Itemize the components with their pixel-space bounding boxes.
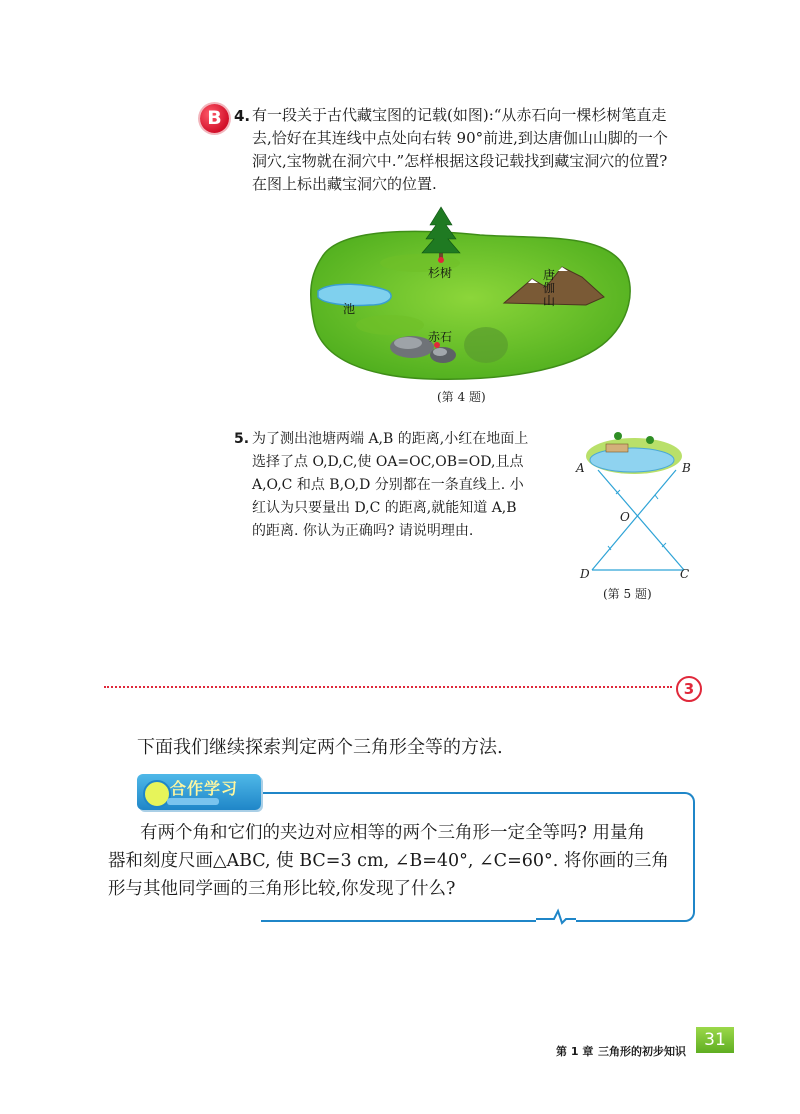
tree-point: [438, 257, 444, 263]
segment-BD: [592, 470, 676, 570]
cooperative-line-3: 形与其他同学画的三角形比较,你发现了什么?: [108, 879, 456, 899]
cooperative-title: 合作学习: [170, 779, 239, 798]
section-divider: [104, 686, 672, 688]
footer-chapter-title: 三角形的初步知识: [598, 1045, 686, 1058]
figure-4-caption: (第 4 题): [437, 390, 486, 404]
footer-chapter: 第 1 章: [556, 1045, 594, 1058]
problem-4-number: 4.: [234, 107, 251, 125]
problem-4-line-3: 洞穴,宝物就在洞穴中.”怎样根据这段记载找到藏宝洞穴的位置?: [252, 152, 668, 170]
point-A-label: A: [576, 461, 585, 475]
level-b-badge: B: [200, 104, 229, 133]
mountain-label-1: 唐: [543, 268, 556, 282]
problem-4-line-2: 去,恰好在其连线中点处向右转 90°前进,到达唐伽山山脚的一个: [252, 129, 668, 147]
red-rock-label: 赤石: [428, 330, 453, 344]
tree-label: 杉树: [428, 266, 453, 280]
point-O-label: O: [620, 510, 630, 524]
mountain-label-3: 山: [543, 294, 556, 308]
segment-AC: [598, 470, 684, 570]
mountain-label-2: 伽: [543, 281, 556, 295]
problem-5-number: 5.: [234, 431, 250, 447]
treasure-map-illustration: [300, 205, 640, 385]
point-C-label: C: [680, 567, 690, 581]
problem-4-line-4: 在图上标出藏宝洞穴的位置.: [252, 175, 437, 193]
point-D-label: D: [580, 567, 590, 581]
point-B-label: B: [682, 461, 691, 475]
section-number-badge: 3: [676, 676, 702, 702]
problem-5-line-2: 选择了点 O,D,C,使 OA=OC,OB=OD,且点: [252, 454, 524, 470]
pond-label: 池: [343, 302, 356, 316]
frame-zigzag-icon: [536, 905, 576, 925]
cooperative-underline: [167, 798, 219, 805]
problem-5-line-3: A,O,C 和点 B,O,D 分别都在一条直线上. 小: [252, 477, 524, 493]
problem-5-line-1: 为了测出池塘两端 A,B 的距离,小红在地面上: [252, 431, 529, 447]
figure-5-caption: (第 5 题): [603, 587, 652, 601]
bench-icon: [606, 444, 628, 452]
cooperative-line-2: 器和刻度尺画△ABC, 使 BC=3 cm, ∠B=40°, ∠C=60°. 将你画的三角: [108, 851, 669, 871]
page-number: 31: [696, 1027, 734, 1053]
problem-4-line-1: 有一段关于古代藏宝图的记载(如图):“从赤石向一棵杉树笔直走: [252, 106, 667, 124]
section-intro-text: 下面我们继续探索判定两个三角形全等的方法.: [137, 737, 503, 758]
pond-distance-figure: [578, 420, 698, 580]
problem-5-line-5: 的距离. 你认为正确吗? 请说明理由.: [252, 523, 474, 539]
problem-5-line-4: 红认为只要量出 D,C 的距离,就能知道 A,B: [252, 500, 517, 516]
cooperative-line-1: 有两个角和它们的夹边对应相等的两个三角形一定全等吗? 用量角: [140, 823, 645, 843]
